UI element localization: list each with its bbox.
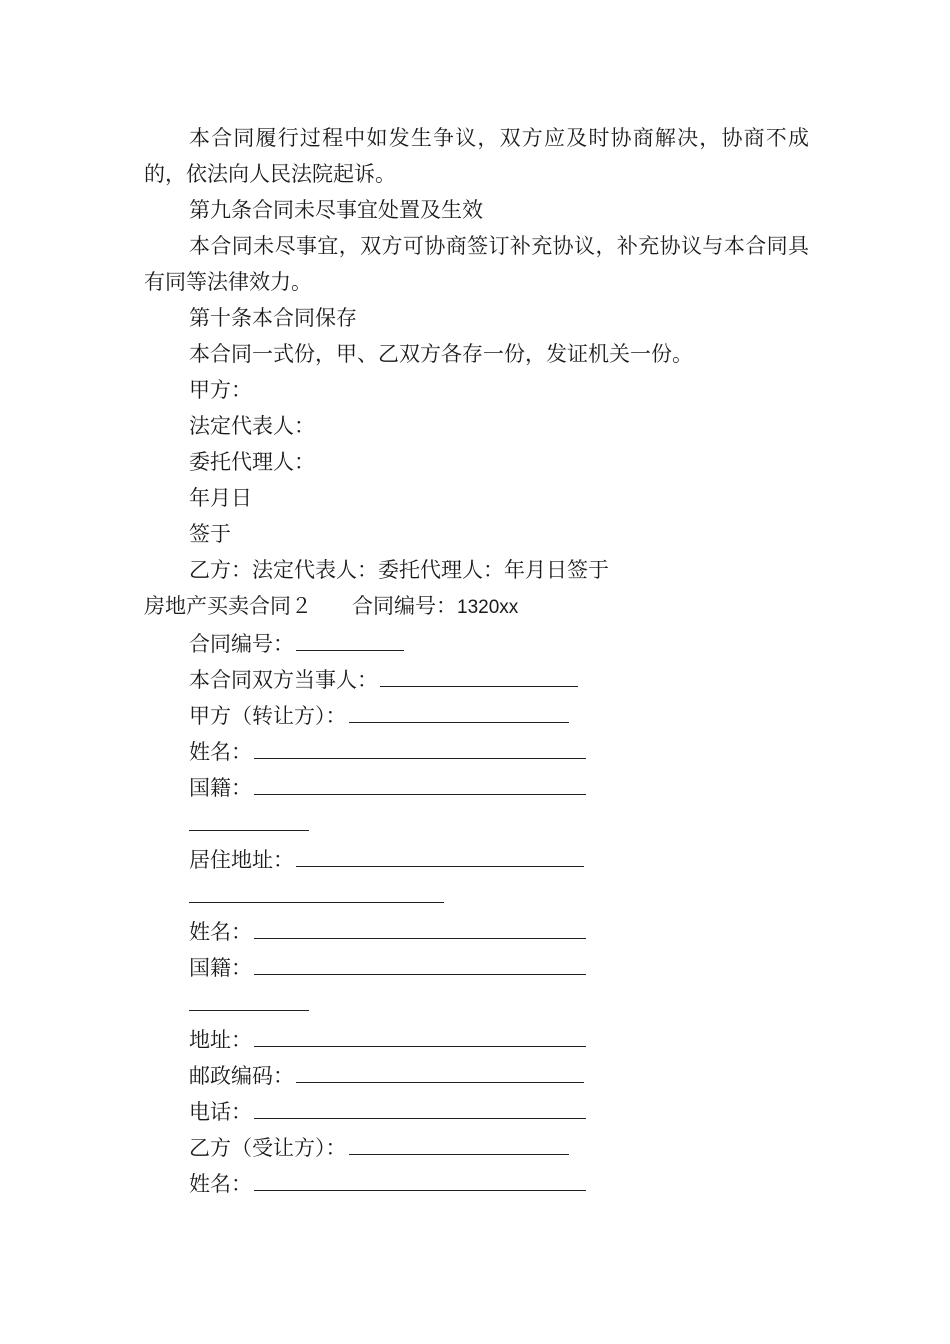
nationality-2-label: 国籍： <box>189 956 252 980</box>
name-3-field[interactable] <box>254 1170 586 1191</box>
address-field[interactable] <box>254 1026 586 1047</box>
form-row-nationality-2-cont <box>144 986 809 1022</box>
form-row-contract-no <box>144 626 809 662</box>
form-row-name-2 <box>144 914 809 950</box>
form-row-parties <box>144 662 809 698</box>
name-1-label: 姓名： <box>189 740 252 764</box>
form-row-nationality-1-cont <box>144 806 809 842</box>
form-row-seller <box>144 698 809 734</box>
article-9-title: 第九条合同未尽事宜处置及生效 <box>189 198 483 222</box>
contract-2-number-value: 1320xx <box>457 597 519 618</box>
form-row-postcode <box>144 1058 809 1094</box>
nationality-1-label: 国籍： <box>189 776 252 800</box>
article-10-body: 本合同一式份，甲、乙双方各存一份，发证机关一份。 <box>189 342 693 366</box>
nationality-1-field-continued[interactable] <box>189 810 309 831</box>
postcode-field[interactable] <box>296 1062 584 1083</box>
buyer-label: 乙方（受让方）： <box>189 1136 347 1160</box>
article-10-title: 第十条本合同保存 <box>189 306 357 330</box>
address-label: 地址： <box>189 1028 252 1052</box>
residence-field[interactable] <box>296 846 584 867</box>
form-row-nationality-1 <box>144 770 809 806</box>
article-9-body: 本合同未尽事宜，双方可协商签订补充协议，补充协议与本合同具有同等法律效力。 <box>144 234 809 294</box>
buyer-field[interactable] <box>349 1134 569 1155</box>
form-row-name-3 <box>144 1166 809 1202</box>
date-label: 年月日 <box>189 486 252 510</box>
name-2-label: 姓名： <box>189 920 252 944</box>
legal-rep-label: 法定代表人： <box>189 414 315 438</box>
dispute-clause: 本合同履行过程中如发生争议，双方应及时协商解决，协商不成的，依法向人民法院起诉。 <box>144 126 809 186</box>
form-row-phone <box>144 1094 809 1130</box>
name-2-field[interactable] <box>254 918 586 939</box>
nationality-2-field-continued[interactable] <box>189 990 309 1011</box>
contract-2-title: 房地产买卖合同２ <box>144 594 312 618</box>
document-body <box>144 120 809 1202</box>
party-b-signature-line: 乙方：法定代表人：委托代理人：年月日签于 <box>189 558 609 582</box>
nationality-2-field[interactable] <box>254 954 586 975</box>
form-row-name-1 <box>144 734 809 770</box>
parties-label: 本合同双方当事人： <box>189 668 378 692</box>
contract-2-number-label: 合同编号： <box>352 594 457 618</box>
party-a-label: 甲方： <box>189 378 252 402</box>
phone-label: 电话： <box>189 1100 252 1124</box>
contract-2-heading <box>144 588 809 626</box>
form-row-nationality-2 <box>144 950 809 986</box>
residence-label: 居住地址： <box>189 848 294 872</box>
contract-no-field[interactable] <box>296 630 404 651</box>
name-1-field[interactable] <box>254 738 586 759</box>
form-row-residence-cont <box>144 878 809 914</box>
signed-at-label: 签于 <box>189 522 231 546</box>
agent-label: 委托代理人： <box>189 450 315 474</box>
contract-no-label: 合同编号： <box>189 632 294 656</box>
phone-field[interactable] <box>254 1098 586 1119</box>
form-row-buyer <box>144 1130 809 1166</box>
postcode-label: 邮政编码： <box>189 1064 294 1088</box>
nationality-1-field[interactable] <box>254 774 586 795</box>
name-3-label: 姓名： <box>189 1172 252 1196</box>
residence-field-continued[interactable] <box>189 882 444 903</box>
form-row-address <box>144 1022 809 1058</box>
seller-field[interactable] <box>349 702 569 723</box>
form-row-residence <box>144 842 809 878</box>
parties-field[interactable] <box>380 666 578 687</box>
seller-label: 甲方（转让方）： <box>189 704 347 728</box>
